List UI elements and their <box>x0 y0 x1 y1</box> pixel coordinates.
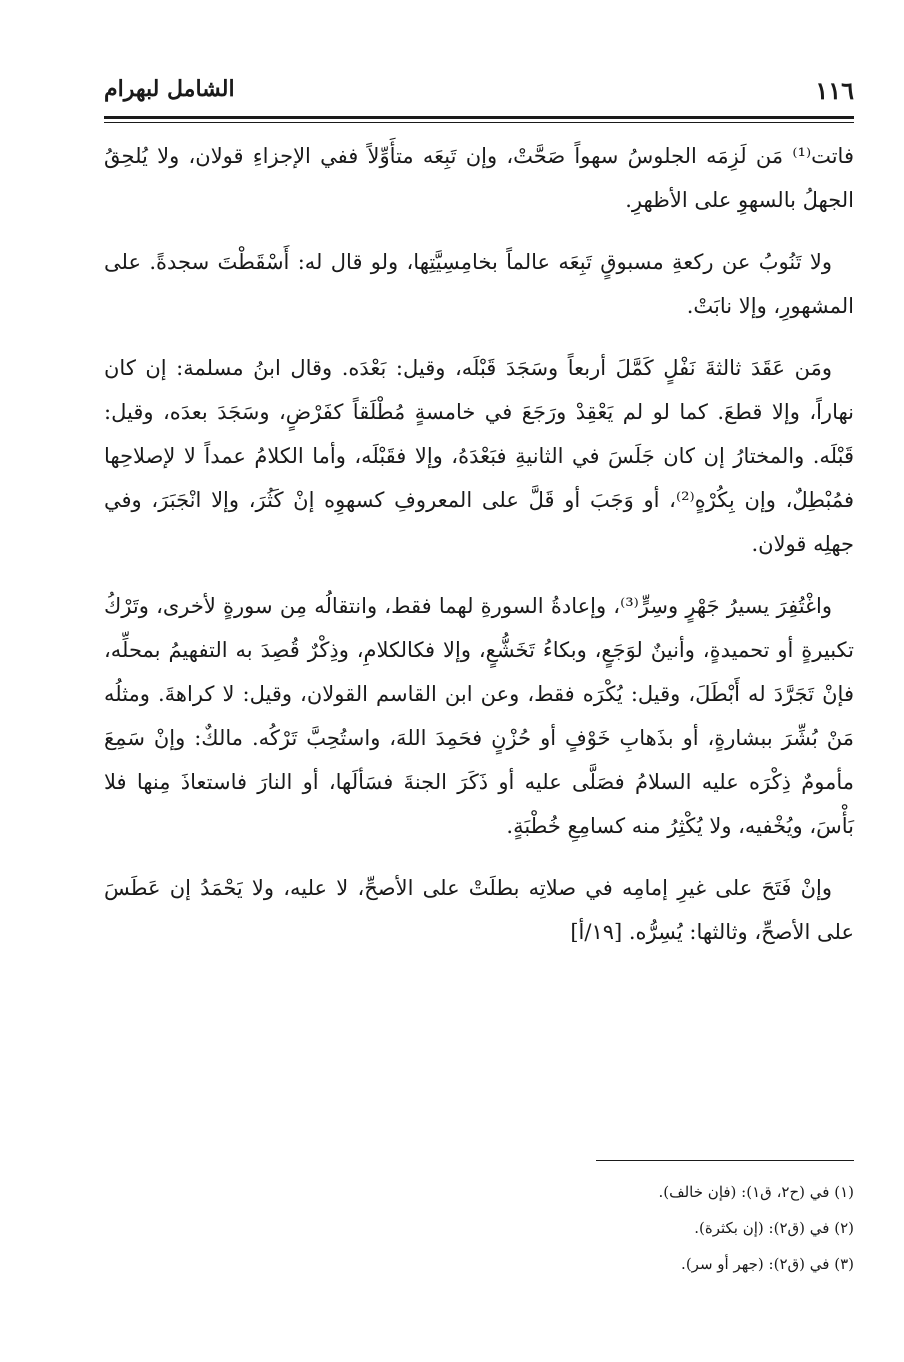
main-text <box>104 134 854 972</box>
page-number: ١١٦ <box>815 76 854 105</box>
paragraph: وإنْ فَتَحَ على غيرِ إمامِه في صلاتِه بطلَتْ على الأصحِّ، لا عليه، ولا يَحْمَدُ إن عَطَسَ على الأصحِّ، وثالثها: يُسِرُّه. [١٩/أ] <box>104 876 854 944</box>
footnote-separator <box>596 1160 854 1161</box>
footnote: (٢) في (ق٢): (إن بكثرة). <box>694 1219 854 1237</box>
running-title: الشامل لبهرام <box>104 76 235 102</box>
paragraph: ومَن عَقَدَ ثالثةَ نَفْلٍ كَمَّلَ أربعاً وسَجَدَ قَبْلَه، وقيل: بَعْدَه. وقال ابنُ مسلمة: إن كان نهاراً، وإلا قطعَ. كما لو لم يَعْقِدْ ورَجَعَ في خامسةٍ مُطْلَقاً كفَرْضٍ، وسَجَدَ بعدَه، وقيل: قَبْلَه. والمختارُ إن كان جَلَسَ في الثانيةِ فبَعْدَهُ، وإلا فقَبْلَه، وأما الكلامُ عمداً لا لإصلاحِها فمُبْطِلٌ، وإن بِكُرْهٍ⁽²⁾، أو وَجَبَ أو قَلَّ على المعروفِ كسهوِه إنْ كَثُرَ، وإلا انْجَبَرَ، وفي جهلِه قولان. <box>104 356 854 556</box>
paragraph: ولا تَنُوبُ عن ركعةِ مسبوقٍ تَبِعَه عالماً بخامِسِيَّتِها، ولو قال له: أَسْقَطْتَ سجدةً. على المشهورِ، وإلا نابَتْ. <box>104 250 854 318</box>
footnote: (٣) في (ق٢): (جهر أو سر). <box>681 1255 854 1273</box>
header-rule-thin <box>104 122 854 123</box>
footnote: (١) في (ح٢، ق١): (فإن خالف). <box>658 1183 854 1201</box>
header-rule-thick <box>104 116 854 119</box>
paragraph: فاتت⁽¹⁾ مَن لَزِمَه الجلوسُ سهواً صَحَّتْ، وإن تَبِعَه متأَوِّلاً ففي الإجزاءِ قولان، ولا يُلحِقُ الجهلُ بالسهوِ على الأظهرِ. <box>104 144 854 212</box>
paragraph: واغْتُفِرَ يسيرُ جَهْرٍ وسِرٍّ⁽³⁾، وإعادةُ السورةِ لهما فقط، وانتقالُه مِن سورةٍ لأخرى، وتَرْكُ تكبيرةٍ أو تحميدةٍ، وأنينٌ لوَجَعٍ، وبكاءُ تَخَشُّعٍ، وإلا فكالكلامِ، وذِكْرٌ قُصِدَ به التفهيمُ بمحلِّه، فإنْ تَجَرَّدَ له أَبْطَلَ، وقيل: يُكْرَه فقط، وعن ابن القاسم القولان، وقيل: لا كراهةَ. ومثلُه مَنْ بُشِّرَ ببشارةٍ، أو بذَهابِ خَوْفٍ أو حُزْنٍ فحَمِدَ اللهَ، واستُحِبَّ تَرْكُه. مالكٌ: وإنْ سَمِعَ مأمومٌ ذِكْرَه عليه السلامُ فصَلَّى عليه أو ذَكَرَ الجنةَ فسَألَها، أو النارَ فاستعاذَ مِنها فلا بَأْسَ، ويُخْفيه، ولا يُكْثِرُ منه كسامِعِ خُطْبَةٍ. <box>104 594 854 838</box>
page-header <box>104 74 854 110</box>
footnotes <box>104 1174 854 1282</box>
